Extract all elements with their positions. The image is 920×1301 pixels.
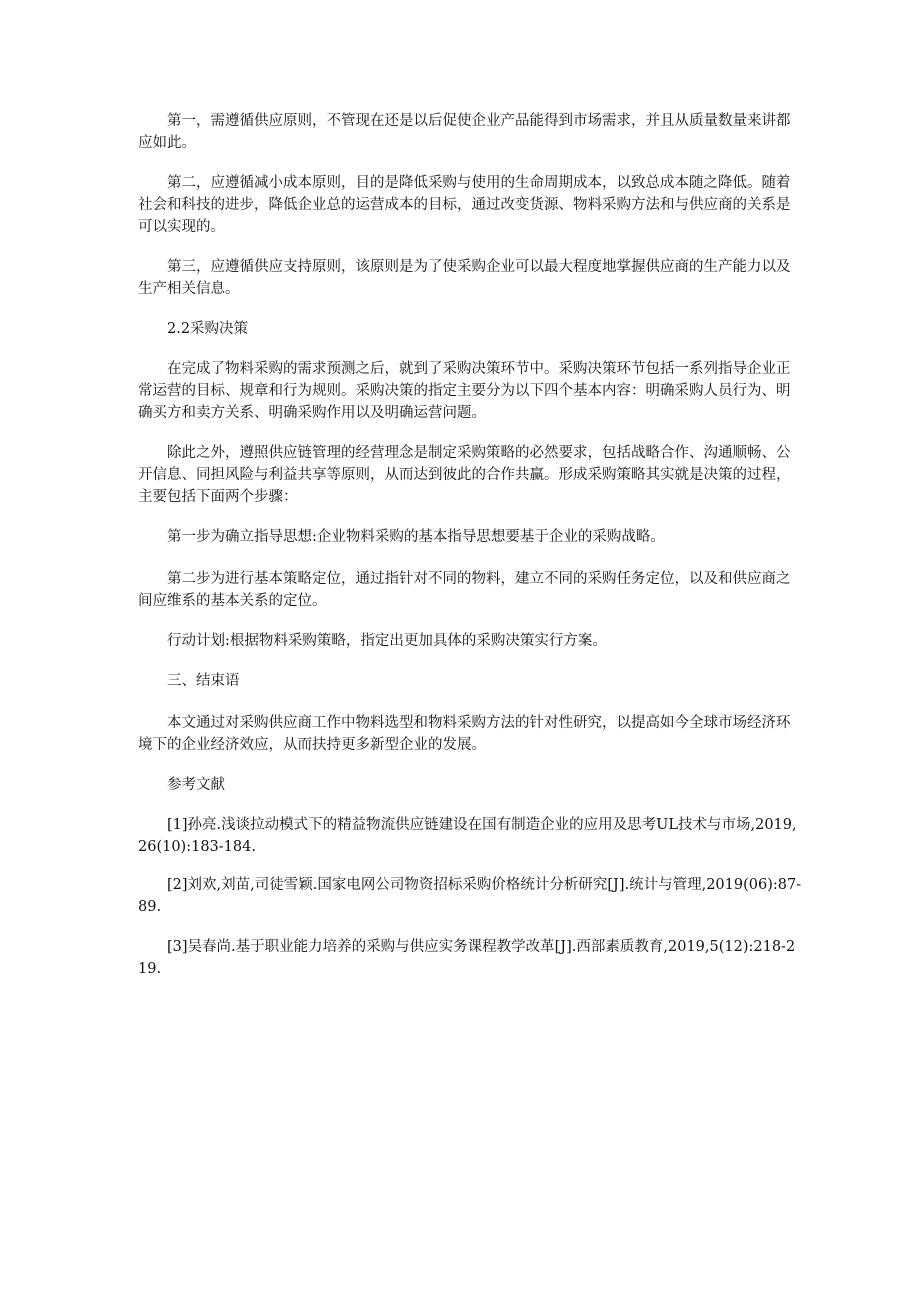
paragraph-action-plan: 行动计划:根据物料采购策略，指定出更加具体的采购决策实行方案。 [167, 633, 607, 649]
paragraph-conclusion: 本文通过对采购供应商工作中物料选型和物料采购方法的针对性研究，以提高如今全球市场经济环境下的企业经济效应，从而扶持更多新型企业的发展。 [138, 715, 791, 753]
reference-item: [3]吴春尚.基于职业能力培养的采购与供应实务课程教学改革[J].西部素质教育,2019,5(12):218-219. [138, 939, 796, 977]
paragraph-principle-3: 第三，应遵循供应支持原则，该原则是为了使采购企业可以最大程度地掌握供应商的生产能力以及生产相关信息。 [138, 259, 791, 297]
paragraph-step-1: 第一步为确立指导思想:企业物料采购的基本指导思想要基于企业的采购战略。 [167, 529, 665, 545]
paragraph-supply-chain: 除此之外，遵照供应链管理的经营理念是制定采购策略的必然要求，包括战略合作、沟通顺畅、公开信息、同担风险与利益共享等原则，从而达到彼此的合作共赢。形成采购策略其实就是决策的过程，主要包括下面两个步骤： [138, 445, 791, 505]
reference-item: [2]刘欢,刘苗,司徒雪颖.国家电网公司物资招标采购价格统计分析研究[J].统计与管理,2019(06):87-89. [138, 877, 802, 915]
paragraph-principle-2: 第二，应遵循减小成本原则，目的是降低采购与使用的生命周期成本，以致总成本随之降低。随着社会和科技的进步，降低企业总的运营成本的目标，通过改变货源、物料采购方法和与供应商的关系是可以实现的。 [138, 175, 791, 235]
section-heading-2-2: 2.2采购决策 [167, 321, 249, 337]
section-heading-conclusion: 三、结束语 [167, 673, 240, 689]
references-heading: 参考文献 [167, 777, 225, 793]
reference-item: [1]孙亮.浅谈拉动模式下的精益物流供应链建设在国有制造企业的应用及思考UL技术与市场,2019,26(10):183-184. [138, 817, 797, 855]
paragraph-principle-1: 第一，需遵循供应原则，不管现在还是以后促使企业产品能得到市场需求，并且从质量数量来讲都应如此。 [138, 113, 791, 151]
paragraph-decision-intro: 在完成了物料采购的需求预测之后，就到了采购决策环节中。采购决策环节包括一系列指导企业正常运营的目标、规章和行为规则。采购决策的指定主要分为以下四个基本内容：明确采购人员行为、明确买方和卖方关系、明确采购作用以及明确运营问题。 [138, 361, 791, 421]
paragraph-step-2: 第二步为进行基本策略定位，通过指针对不同的物料，建立不同的采购任务定位，以及和供应商之间应维系的基本关系的定位。 [138, 571, 791, 609]
